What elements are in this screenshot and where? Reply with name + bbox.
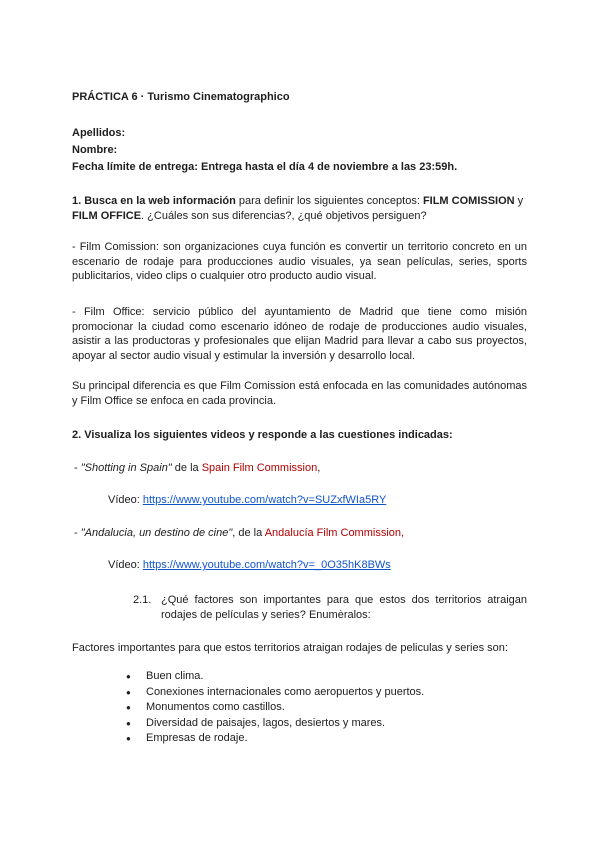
video-1-line: Vídeo: https://www.youtube.com/watch?v=SUZxfWIa5RY (108, 494, 387, 506)
list-item: ● Buen clima. (126, 669, 424, 685)
video-2-title: - "Andalucia, un destino de cine", de la Andalucía Film Commission, (74, 527, 405, 539)
list-item: ● Diversidad de paisajes, lagos, desiertos y mares. (126, 716, 424, 732)
list-item: ● Monumentos como castillos. (126, 700, 424, 716)
subquestion-number: 2.1. (133, 594, 152, 606)
factores-list (126, 669, 424, 747)
list-item: ● Empresas de rodaje. (126, 731, 424, 747)
nombre-label: Nombre: (72, 144, 118, 156)
apellidos-label: Apellidos: (72, 127, 126, 139)
deadline-text: Fecha límite de entrega: Entrega hasta el día 4 de noviembre a las 23:59h. (72, 161, 458, 173)
subquestion-line-1: ¿Qué factores son importantes para que estos dos territorios atraigan (161, 594, 527, 606)
question-1: 1. Busca en la web información para definir los siguientes conceptos: FILM COMISSION y FILM OFFICE. ¿Cuáles son sus diferencias?, ¿qué objetivos persiguen? (72, 195, 524, 222)
document-title: PRÁCTICA 6 · Turismo Cinematographico (72, 91, 290, 103)
question-2-heading: 2. Visualiza los siguientes videos y responde a las cuestiones indicadas: (72, 429, 453, 441)
video-1-link[interactable]: https://www.youtube.com/watch?v=SUZxfWIa5RY (142, 494, 387, 506)
video-2-link[interactable]: https://www.youtube.com/watch?v=_0O35hK8BWs (142, 559, 391, 571)
video-2-line: Vídeo: https://www.youtube.com/watch?v=_0O35hK8BWs (108, 559, 391, 571)
answer-film-office: - Film Office: servicio público del ayuntamiento de Madrid que tiene como misión promocionar la ciudad como escenario idóneo de rodaje de producciones audio visuales, asistir a las productoras y profesionales que elijan Madrid para llevar a cabo sus proyectos, apoyar al sector audio visual y estimular la inversión y desarrollo local. (72, 306, 527, 362)
subquestion-line-2: rodajes de películas y series? Enumėralos: (161, 609, 371, 621)
answer-diferencia: Su principal diferencia es que Film Comission está enfocada en las comunidades autónomas y Film Office se enfoca en cada provincia. (72, 380, 527, 407)
q1-number: 1. Busca en la web información (72, 195, 236, 207)
answer-film-comission: - Film Comission: son organizaciones cuya función es convertir un territorio concreto en un escenario de rodaje para producciones audio visuales, ya sean películas, series, sports publicitarios, video clips o cualquier otro producto audio visual. (72, 241, 527, 282)
video-1-title: - "Shotting in Spain" de la Spain Film Commission, (74, 462, 321, 474)
factores-intro: Factores importantes para que estos territorios atraigan rodajes de peliculas y series son: (72, 642, 508, 654)
list-item: ● Conexiones internacionales como aeropuertos y puertos. (126, 685, 424, 701)
